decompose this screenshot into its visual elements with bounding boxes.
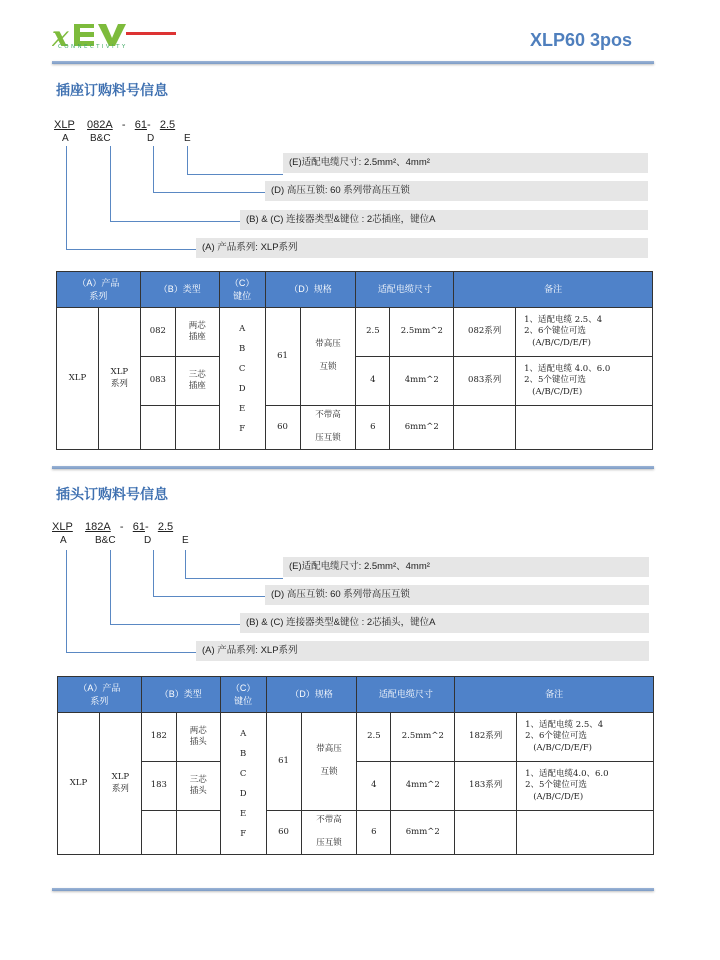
empty-cell <box>176 811 220 855</box>
cable-size: 6mm^2 <box>391 811 455 855</box>
cable-value: 4 <box>356 357 390 406</box>
key-item: A <box>240 728 247 739</box>
cable-size: 4mm^2 <box>390 357 454 406</box>
header-note: 备注 <box>455 677 654 713</box>
key-item: E <box>239 403 246 414</box>
header-d: （D）规格 <box>266 677 357 713</box>
type-code: 083 <box>140 357 175 406</box>
footer-divider <box>52 888 654 891</box>
code-spec: 61 <box>134 119 147 131</box>
empty-cell <box>141 811 176 855</box>
code-type: 082A <box>87 119 113 131</box>
connector-line <box>110 550 111 624</box>
document-title: XLP60 3pos <box>529 30 632 50</box>
connector-line <box>187 174 283 175</box>
header-a: （A）产品 系列 <box>57 272 141 308</box>
part-code-plug <box>52 521 173 533</box>
empty-cell <box>454 406 516 450</box>
key-item: A <box>239 323 246 334</box>
note-series: 182系列 <box>455 713 517 762</box>
key-item: B <box>240 748 247 759</box>
cable-size: 6mm^2 <box>390 406 454 450</box>
series-code: XLP <box>58 713 100 855</box>
empty-cell <box>455 811 517 855</box>
code-cable: 2.5 <box>157 521 174 533</box>
code-series: XLP <box>54 119 75 131</box>
header-divider <box>52 61 654 64</box>
cable-size: 2.5mm^2 <box>391 713 455 762</box>
legend-bar-bc: (B) & (C) 连接器类型&键位 : 2芯插座，键位A <box>240 210 648 230</box>
header-c: （C） 键位 <box>220 677 266 713</box>
label-d: D <box>147 133 155 144</box>
connector-line <box>66 146 67 249</box>
cable-value: 6 <box>357 811 391 855</box>
empty-cell <box>516 406 653 450</box>
connector-line <box>110 146 111 221</box>
note-text: 1、适配电缆 2.5、4 2、6个键位可选 (A/B/C/D/E/F) <box>517 713 654 762</box>
legend-bar-a: (A) 产品系列: XLP系列 <box>196 641 649 661</box>
series-name: XLP 系列 <box>98 308 140 450</box>
legend-bar-e: (E)适配电缆尺寸: 2.5mm²、4mm² <box>283 557 649 577</box>
note-text: 1、适配电缆 2.5、4 2、6个键位可选 (A/B/C/D/E/F) <box>516 308 653 357</box>
connector-line <box>66 652 196 653</box>
code-sep: - <box>121 119 126 131</box>
spec-desc: 不带高 压互锁 <box>301 811 357 855</box>
label-bc: B&C <box>95 535 116 546</box>
key-list <box>220 713 266 855</box>
note-text: 1、适配电缆 4.0、6.0 2、5个键位可选 (A/B/C/D/E) <box>516 357 653 406</box>
series-code: XLP <box>57 308 99 450</box>
label-d: D <box>144 535 152 546</box>
legend-bar-d: (D) 高压互锁: 60 系列带高压互锁 <box>265 585 649 605</box>
key-item: E <box>240 808 247 819</box>
cable-size: 2.5mm^2 <box>390 308 454 357</box>
header-b: （B）类型 <box>140 272 219 308</box>
connector-line <box>153 550 154 596</box>
part-code-socket <box>54 119 175 131</box>
connector-line <box>185 578 283 579</box>
section-divider <box>52 466 654 469</box>
note-series: 183系列 <box>455 762 517 811</box>
connector-line <box>110 221 240 222</box>
code-type: 182A <box>85 521 111 533</box>
empty-cell <box>140 406 175 450</box>
type-name: 两芯 插头 <box>176 713 220 762</box>
empty-cell <box>517 811 654 855</box>
section-title-plug: 插头订购料号信息 <box>56 486 168 502</box>
legend-bar-e: (E)适配电缆尺寸: 2.5mm²、4mm² <box>283 153 648 173</box>
type-name: 两芯 插座 <box>175 308 219 357</box>
legend-bar-a: (A) 产品系列: XLP系列 <box>196 238 648 258</box>
code-sep: - <box>147 119 151 131</box>
key-item: F <box>240 828 247 839</box>
connector-line <box>66 550 67 652</box>
key-list <box>219 308 265 450</box>
note-series: 083系列 <box>454 357 516 406</box>
label-e: E <box>182 535 189 546</box>
label-a: A <box>60 535 67 546</box>
connector-line <box>110 624 240 625</box>
cable-value: 2.5 <box>357 713 391 762</box>
type-name: 三芯 插座 <box>175 357 219 406</box>
section-title-socket: 插座订购料号信息 <box>56 82 168 98</box>
code-series: XLP <box>52 521 73 533</box>
label-e: E <box>184 133 191 144</box>
connector-line <box>185 550 186 578</box>
socket-spec-table <box>56 271 653 450</box>
empty-cell <box>175 406 219 450</box>
key-item: D <box>239 788 247 799</box>
cable-size: 4mm^2 <box>391 762 455 811</box>
key-item: D <box>238 383 246 394</box>
plug-spec-table <box>57 676 654 855</box>
connector-line <box>153 192 265 193</box>
spec-desc: 不带高 压互锁 <box>300 406 356 450</box>
cable-value: 2.5 <box>356 308 390 357</box>
note-text: 1、适配电缆4.0、6.0 2、5个键位可选 (A/B/C/D/E) <box>517 762 654 811</box>
key-item: B <box>239 343 246 354</box>
code-cable: 2.5 <box>159 119 176 131</box>
connector-line <box>153 146 154 192</box>
header-c: （C） 键位 <box>219 272 265 308</box>
label-a: A <box>62 133 69 144</box>
header-e: 适配电缆尺寸 <box>357 677 455 713</box>
header-a: （A）产品 系列 <box>58 677 142 713</box>
label-bc: B&C <box>90 133 111 144</box>
logo-subtitle: CONNECTIVITY <box>58 44 128 50</box>
header-e: 适配电缆尺寸 <box>356 272 454 308</box>
type-code: 182 <box>141 713 176 762</box>
series-name: XLP 系列 <box>99 713 141 855</box>
spec-desc: 带高压 互锁 <box>300 308 356 406</box>
code-sep: - <box>119 521 124 533</box>
legend-bar-d: (D) 高压互锁: 60 系列带高压互锁 <box>265 181 648 201</box>
code-spec: 61 <box>132 521 145 533</box>
spec-desc: 带高压 互锁 <box>301 713 357 811</box>
connector-line <box>187 146 188 174</box>
key-item: C <box>239 768 247 779</box>
header-note: 备注 <box>454 272 653 308</box>
type-code: 183 <box>141 762 176 811</box>
connector-line <box>153 596 265 597</box>
header-b: （B）类型 <box>141 677 220 713</box>
legend-bar-bc: (B) & (C) 连接器类型&键位 : 2芯插头，键位A <box>240 613 649 633</box>
code-sep: - <box>145 521 149 533</box>
key-item: C <box>238 363 246 374</box>
spec-code: 60 <box>266 811 301 855</box>
spec-code: 61 <box>265 308 300 406</box>
type-code: 082 <box>140 308 175 357</box>
cable-value: 4 <box>357 762 391 811</box>
type-name: 三芯 插头 <box>176 762 220 811</box>
connector-line <box>66 249 196 250</box>
spec-code: 61 <box>266 713 301 811</box>
cable-value: 6 <box>356 406 390 450</box>
svg-text:x: x <box>52 20 69 53</box>
header-d: （D）规格 <box>265 272 356 308</box>
spec-code: 60 <box>265 406 300 450</box>
note-series: 082系列 <box>454 308 516 357</box>
key-item: F <box>239 423 246 434</box>
